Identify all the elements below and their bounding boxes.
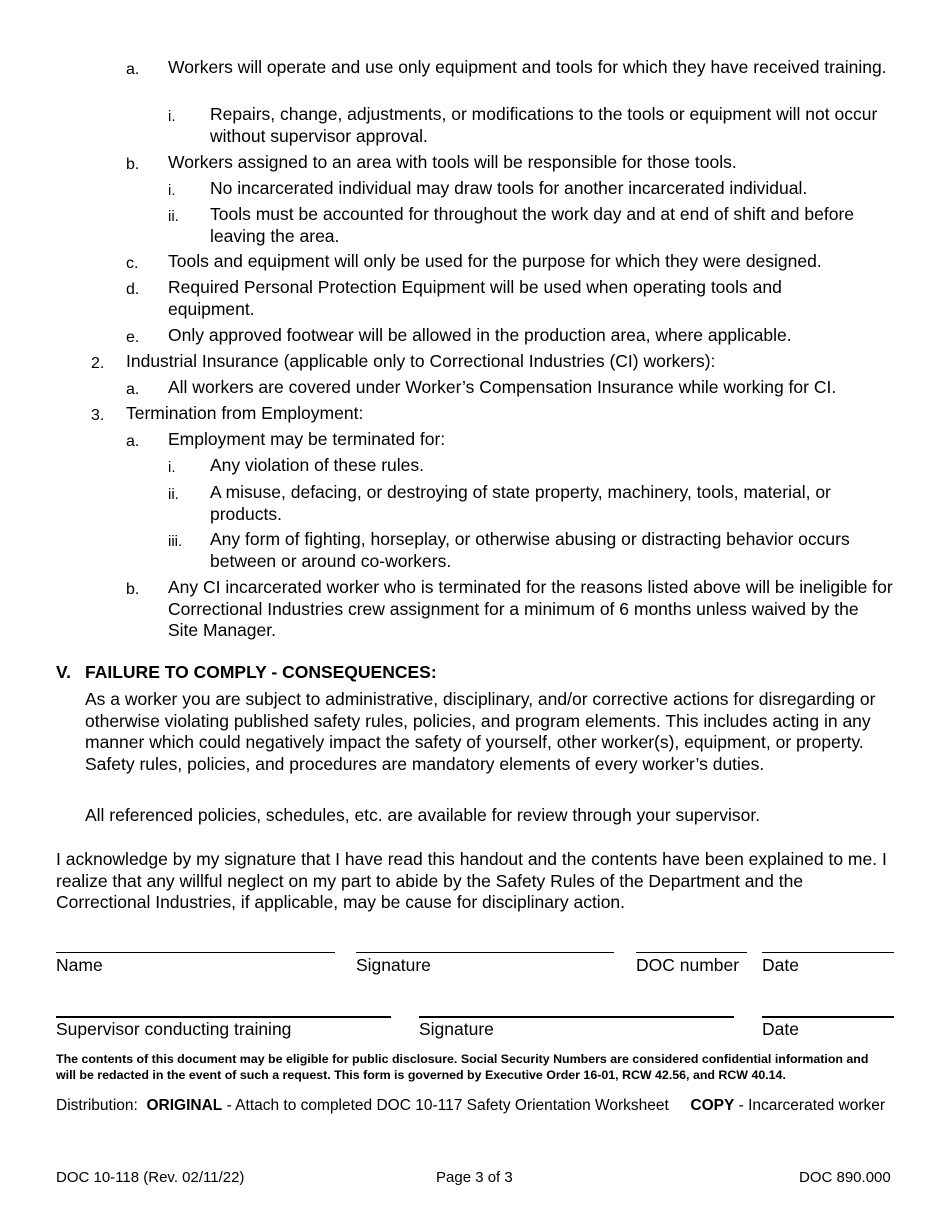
disclosure-notice: The contents of this document may be eligible for public disclosure. Social Security Numbers are considered confidential information and will be redacted in the event of such a request. This form is governed by Executive Order 16-01, RCW 42.56, and RCW 40.14.	[56, 1052, 869, 1082]
original-label: ORIGINAL	[146, 1097, 223, 1114]
list-marker: a.	[126, 381, 140, 398]
list-marker: i.	[168, 182, 176, 199]
list-marker: b.	[126, 581, 140, 598]
list-marker: a.	[126, 61, 140, 78]
list-marker: 3.	[91, 407, 105, 424]
list-marker: i.	[168, 459, 176, 476]
list-text: Any violation of these rules.	[210, 455, 425, 475]
section-number: V.	[56, 662, 71, 682]
section-v-paragraph-1: As a worker you are subject to administrative, disciplinary, and/or corrective actions for disregarding or otherwise violating published safety rules, policies, and program elements. This includes acting in any manner which could negatively impact the safety of yourself, other worker(s), equipment, or property. Safety rules, policies, and procedures are mandatory elements of every worker’s duties.	[85, 689, 876, 774]
list-text: No incarcerated individual may draw tools for another incarcerated individual.	[210, 178, 808, 198]
distribution-line	[56, 1096, 885, 1116]
supervisor-signature-line[interactable]	[419, 1016, 734, 1018]
form-number: DOC 10-118 (Rev. 02/11/22)	[56, 1169, 245, 1186]
list-marker: iii.	[168, 533, 183, 550]
list-text: Tools and equipment will only be used for the purpose for which they were designed.	[168, 251, 822, 271]
date-line[interactable]	[762, 952, 894, 953]
doc-number-line[interactable]	[636, 952, 747, 953]
list-marker: b.	[126, 156, 140, 173]
supervisor-signature-label: Signature	[419, 1019, 494, 1039]
section-v-heading	[56, 662, 437, 684]
list-text: Only approved footwear will be allowed in the production area, where applicable.	[168, 325, 792, 345]
section-v-paragraph-2: All referenced policies, schedules, etc. are available for review through your supervisor.	[85, 805, 761, 825]
acknowledgement-text: I acknowledge by my signature that I have read this handout and the contents have been explained to me. I realize that any willful neglect on my part to abide by the Safety Rules of the Department and the Correctional Industries, if applicable, may be cause for disciplinary action.	[56, 849, 887, 912]
list-text: Required Personal Protection Equipment will be used when operating tools and equipment.	[168, 277, 782, 319]
supervisor-date-line[interactable]	[762, 1016, 894, 1018]
list-text: A misuse, defacing, or destroying of state property, machinery, tools, material, or products.	[210, 482, 831, 524]
list-marker: ii.	[168, 208, 179, 225]
list-text: Termination from Employment:	[126, 403, 364, 423]
list-marker: i.	[168, 108, 176, 125]
list-text: Employment may be terminated for:	[168, 429, 446, 449]
original-text: - Attach to completed DOC 10-117 Safety Orientation Worksheet	[226, 1097, 669, 1114]
supervisor-date-label: Date	[762, 1019, 799, 1039]
section-title: FAILURE TO COMPLY - CONSEQUENCES:	[85, 662, 437, 682]
date-label: Date	[762, 955, 799, 975]
supervisor-label: Supervisor conducting training	[56, 1019, 292, 1039]
list-marker: a.	[126, 433, 140, 450]
list-marker: d.	[126, 281, 140, 298]
list-text: Any form of fighting, horseplay, or otherwise abusing or distracting behavior occurs between or around co-workers.	[210, 529, 850, 571]
list-marker: e.	[126, 329, 140, 346]
page-number: Page 3 of 3	[436, 1169, 513, 1186]
list-marker: ii.	[168, 486, 179, 503]
list-text: Any CI incarcerated worker who is terminated for the reasons listed above will be ineligible for Correctional Industries crew assignment for a minimum of 6 months unless waived by the Site Manager.	[168, 577, 893, 640]
list-marker: c.	[126, 255, 139, 272]
signature-label: Signature	[356, 955, 431, 975]
list-text: All workers are covered under Worker’s Compensation Insurance while working for CI.	[168, 377, 837, 397]
list-marker: 2.	[91, 355, 105, 372]
list-text: Industrial Insurance (applicable only to Correctional Industries (CI) workers):	[126, 351, 716, 371]
supervisor-line[interactable]	[56, 1016, 391, 1018]
name-line[interactable]	[56, 952, 335, 953]
policy-number: DOC 890.000	[799, 1169, 891, 1186]
name-label: Name	[56, 955, 103, 975]
copy-label: COPY	[690, 1097, 735, 1114]
list-text: Repairs, change, adjustments, or modifications to the tools or equipment will not occur without supervisor approval.	[210, 104, 878, 146]
list-text: Tools must be accounted for throughout the work day and at end of shift and before leaving the area.	[210, 204, 855, 246]
list-text: Workers will operate and use only equipment and tools for which they have received training.	[168, 57, 887, 77]
signature-line[interactable]	[356, 952, 614, 953]
doc-number-label: DOC number	[636, 955, 740, 975]
list-text: Workers assigned to an area with tools will be responsible for those tools.	[168, 152, 737, 172]
copy-text: - Incarcerated worker	[738, 1097, 886, 1114]
distribution-prefix: Distribution:	[56, 1097, 138, 1114]
